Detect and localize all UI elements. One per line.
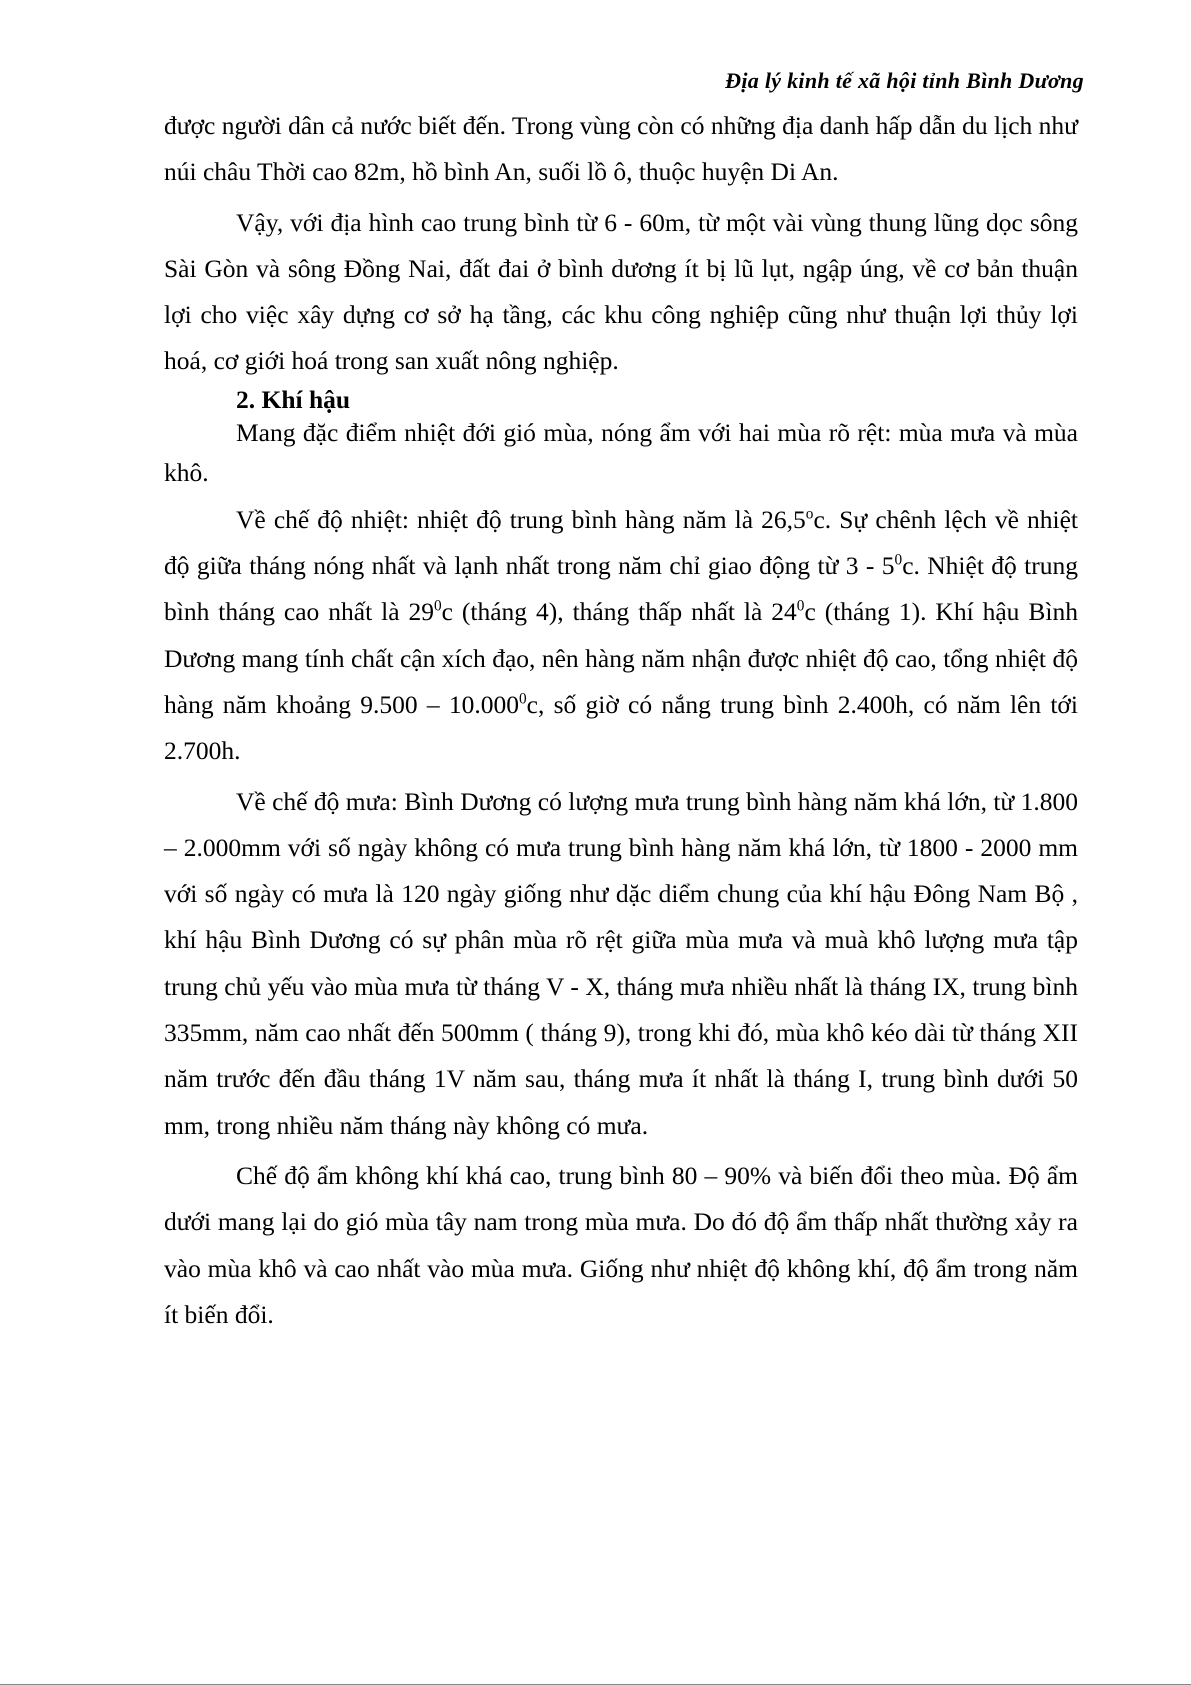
paragraph-climate-intro: Mang đặc điểm nhiệt đới gió mùa, nóng ẩm với hai mùa rõ rệt: mùa mưa và mùa khô.	[164, 417, 1078, 487]
document-body	[164, 103, 1078, 1342]
degree-superscript: 0	[796, 597, 805, 615]
degree-superscript: 0	[433, 597, 442, 615]
paragraph-humidity: Chế độ ẩm không khí khá cao, trung bình 80 – 90% và biến đổi theo mùa. Độ ẩm dưới mang lại do gió mùa tây nam trong mùa mưa. Do đó độ ẩm thấp nhất thường xảy ra vào mùa khô và cao nhất vào mùa mưa. Giống như nhiệt độ không khí, độ ẩm trong năm ít biến đổi.	[164, 1160, 1078, 1329]
temperature-text-4: c (tháng 4), tháng thấp nhất là 24	[441, 597, 797, 627]
degree-superscript: 0	[894, 551, 903, 569]
temperature-text-2: c. Sự chênh lệch về nhiệt độ giữa tháng nóng nhất và lạnh nhất trong năm chỉ giao động từ 3 - 5	[164, 504, 1078, 581]
paragraph-terrain-summary: Vậy, với địa hình cao trung bình từ 6 - 60m, từ một vài vùng thung lũng dọc sông Sài Gòn và sông Đồng Nai, đất đai ở bình dương ít bị lũ lụt, ngập úng, về cơ bản thuận lợi cho việc xây dựng cơ sở hạ tầng, các khu công nghiệp cũng như thuận lợi thủy lợi hoá, cơ giới hoá trong san xuất nông nghiệp.	[164, 207, 1078, 376]
degree-superscript: o	[805, 505, 814, 523]
paragraph-temperature	[164, 497, 1078, 775]
degree-superscript: 0	[518, 690, 527, 708]
temperature-text-5: c (tháng 1). Khí hậu Bình Dương mang tính chất cận xích đạo, nên hàng năm nhận được nhiệt độ cao, tổng nhiệt độ hàng năm khoảng 9.500 – 10.000	[164, 597, 1078, 719]
temperature-text-3: c. Nhiệt độ trung bình tháng cao nhất là 29	[164, 551, 1078, 627]
temperature-text-6: c, số giờ có nắng trung bình 2.400h, có năm lên tới 2.700h.	[164, 689, 1079, 766]
temperature-text-1: Về chế độ nhiệt: nhiệt độ trung bình hàng năm là 26,5	[236, 504, 806, 534]
paragraph-rainfall: Về chế độ mưa: Bình Dương có lượng mưa trung bình hàng năm khá lớn, từ 1.800 – 2.000mm với số ngày không có mưa trung bình hàng năm khá lớn, từ 1800 - 2000 mm với số ngày có mưa là 120 ngày giống như dặc diểm chung của khí hậu Đông Nam Bộ , khí hậu Bình Dương có sự phân mùa rõ rệt giữa mùa mưa và muà khô lượng mưa tập trung chủ yếu vào mùa mưa từ tháng V - X, tháng mưa nhiều nhất là tháng IX, trung bình 335mm, năm cao nhất đến 500mm ( tháng 9), trong khi đó, mùa khô kéo dài từ tháng XII năm trước đến đầu tháng 1V năm sau, tháng mưa ít nhất là tháng I, trung bình dưới 50 mm, trong nhiều năm tháng này không có mưa.	[164, 786, 1078, 1140]
section-heading-climate: 2. Khí hậu	[236, 384, 351, 414]
running-header: Địa lý kinh tế xã hội tỉnh Bình Dương	[725, 68, 1084, 93]
paragraph-continuation: được người dân cả nước biết đến. Trong vùng còn có những địa danh hấp dẫn du lịch như núi châu Thời cao 82m, hồ bình An, suối lồ ô, thuộc huyện Di An.	[164, 111, 1078, 187]
